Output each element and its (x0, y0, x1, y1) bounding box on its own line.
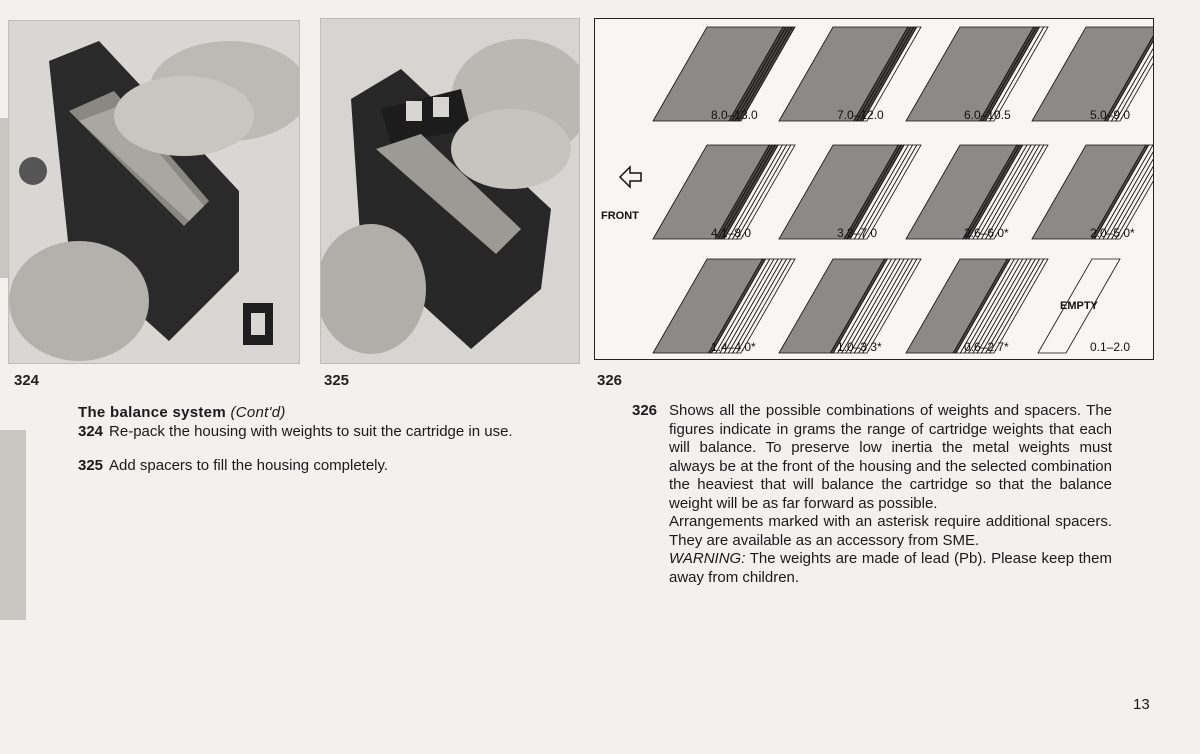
front-arrow-icon (620, 167, 641, 187)
photo-325 (320, 18, 580, 364)
arrangement-cell (906, 145, 1048, 240)
paragraph-number: 324 (78, 422, 104, 440)
paragraph-number: 325 (78, 457, 104, 474)
heading-title: The balance system (78, 404, 226, 421)
weight-range-label: 8.0–13.0 (711, 108, 758, 122)
paragraph-text: Add spacers to fill the housing completely. (109, 457, 389, 474)
heading-cont: (Cont'd) (230, 404, 286, 421)
warning-line (669, 550, 1112, 587)
left-text-block (78, 404, 578, 484)
paragraph-text: Re-pack the housing with weights to suit the cartridge in use. (109, 422, 513, 440)
arrangement-cell (906, 259, 1048, 354)
paragraph-325 (78, 457, 578, 476)
paragraph-326-body (669, 402, 1112, 587)
arrangement-cell (1032, 27, 1153, 122)
weight-range-label: 0.1–2.0 (1090, 340, 1131, 354)
weight-range-label: 1.0–3.3* (837, 340, 882, 354)
weight-range-label: 3.3–7.0 (837, 226, 878, 240)
empty-label: EMPTY (1060, 300, 1098, 312)
figure-number-326: 326 (597, 372, 623, 389)
page-number: 13 (1133, 696, 1150, 713)
weights-spacers-diagram (594, 18, 1154, 360)
photo-324 (8, 20, 300, 364)
photo-325-illustration (321, 19, 579, 363)
weight-range-label: 2.6–6.0* (964, 226, 1009, 240)
arrangement-cell (779, 27, 921, 122)
weight-range-label: 0.6–2.7* (964, 340, 1009, 354)
front-label: FRONT (601, 210, 639, 222)
weight-range-label: 7.0–12.0 (837, 108, 884, 122)
weight-range-label: 2.0–5.0* (1090, 226, 1135, 240)
arrangement-cell (1032, 145, 1153, 240)
arrangement-cell (653, 259, 795, 354)
warning-label: WARNING: (669, 550, 746, 567)
paragraph-number: 326 (632, 402, 658, 419)
weight-range-label: 6.0–10.5 (964, 108, 1011, 122)
weight-range-label: 1.4–4.0* (711, 340, 756, 354)
arrangement-cell (653, 27, 795, 122)
weight-range-label: 4.1–8.0 (711, 226, 752, 240)
paragraph-text: Arrangements marked with an asterisk require additional spacers. They are available as an accessory from SME. (669, 513, 1112, 549)
paragraph-326 (632, 402, 1112, 587)
warning-text: The weights are made of lead (Pb). Please keep them away from children. (669, 550, 1112, 586)
arrangement-cell (779, 145, 921, 240)
photo-324-illustration (9, 21, 299, 363)
section-heading (78, 404, 578, 423)
weight-range-label: 5.0–9.0 (1090, 108, 1131, 122)
paragraph-324 (78, 423, 578, 442)
arrangement-cell (1038, 259, 1130, 354)
figure-number-324: 324 (14, 372, 40, 389)
arrangement-cell (779, 259, 921, 354)
figure-number-325: 325 (324, 372, 350, 389)
paragraph-text: Shows all the possible combinations of weights and spacers. The figures indicate in grams the range of cartridge weights that each will balance. To preserve low inertia the metal weights must always be at the front of the housing and the selected combination the heaviest that will balance the cartridge so that the balance weight will be as far forward as possible. (669, 402, 1112, 512)
arrangement-cell (653, 145, 795, 240)
page-edge-strip (0, 430, 26, 620)
arrangement-cell (906, 27, 1048, 122)
weights-spacers-grid (595, 19, 1153, 359)
